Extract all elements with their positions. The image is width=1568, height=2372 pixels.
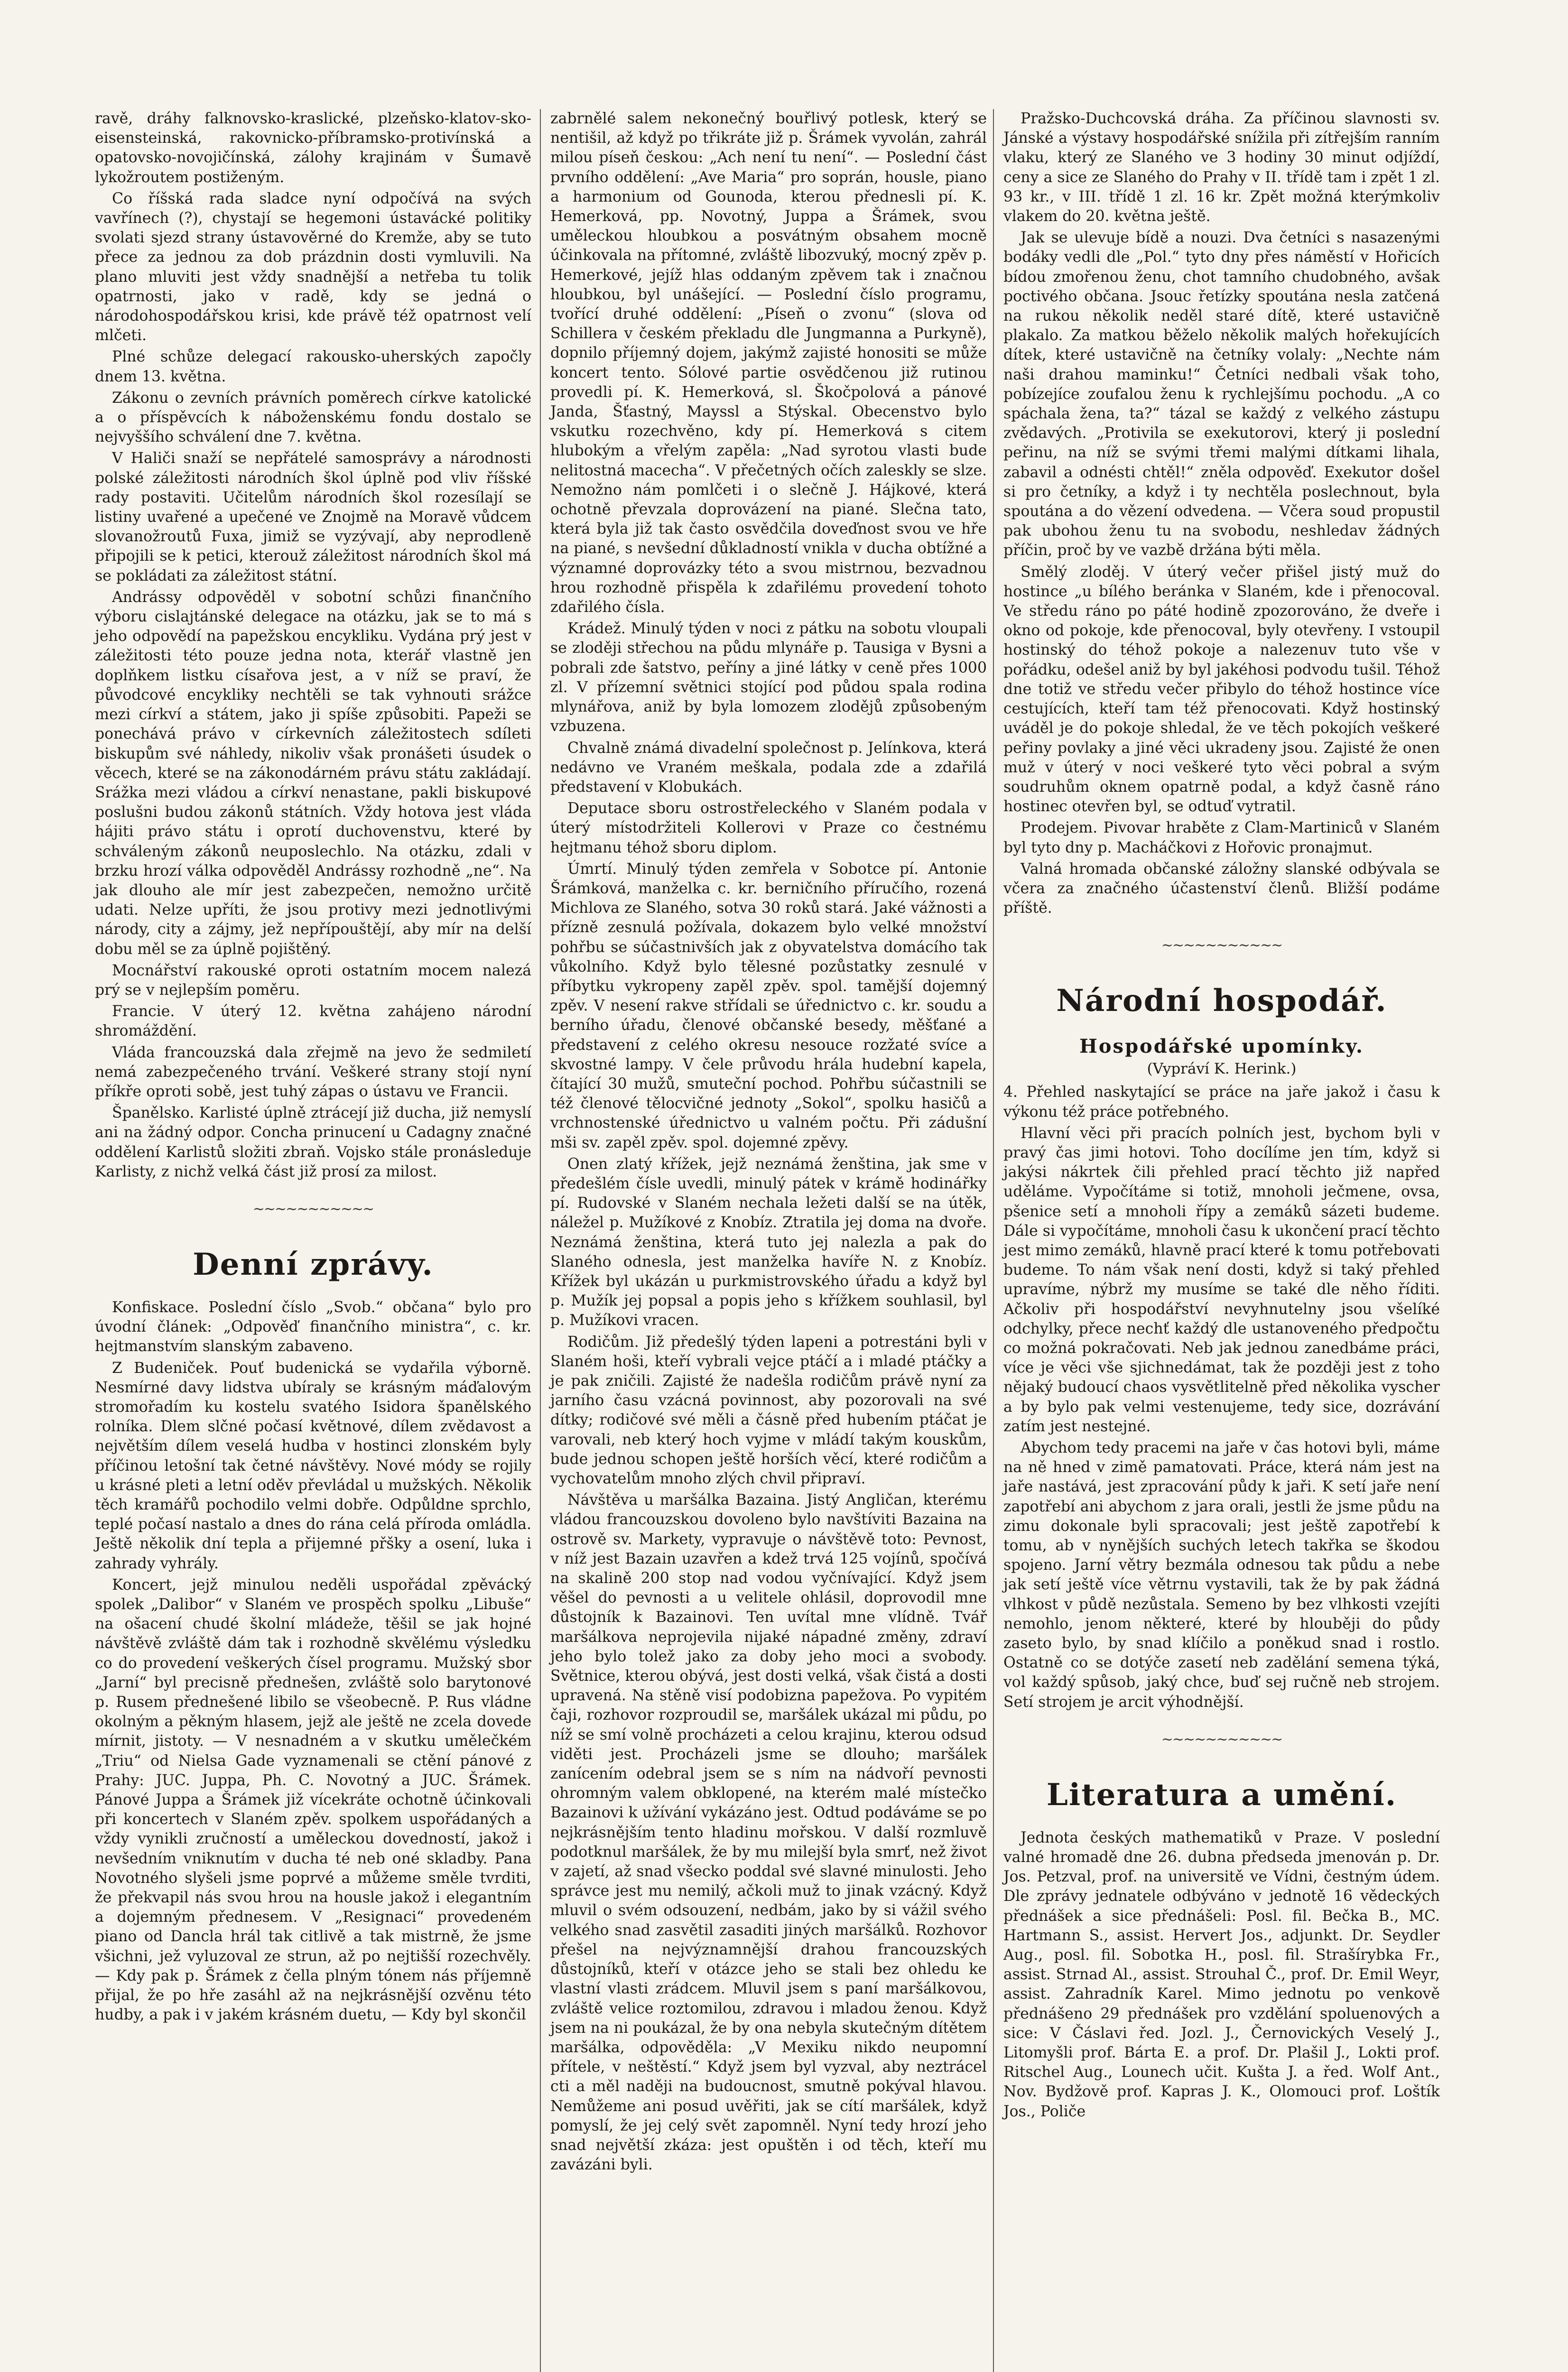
- section-heading-daily-news: Denní zprávy.: [193, 1246, 434, 1282]
- column-divider-left: [540, 109, 541, 2372]
- politics-paragraph: Andrássy odpověděl v sobotní schůzi finančního výboru cislajtánské delegace na otázku, jak se to má s jeho odpovědí na papežskou encykliku. Vydána prý jest v záležitosti této pouze jedna nota, kterář vlastně jen doplňkem listku císařova jest, a v níž se praví, že původcové encykliky nechtěli se tak vyhnouti srážce mezi církví a státem, jako ji spíše způsobiti. Papeži se ponechává právo v církevních záležitostech sdíleti biskupům své náhledy, nikoliv však pronášeti úsudek o věcech, které se na zákonodárném právu státu zakládají. Srážka mezi vládou a církví nenastane, pakli biskupové poslušni budou zákonů státních. Vždy hotova jest vláda hájiti právo státu i oprotí duchovenstvu, které by schváleným zákonů neuposlechlo. Na otázku, zdali v brzku hrozí válka odpověděl Andrássy rozhodně „ne“. Na jak dlouho ale mír jest zabezpečen, nemožno určitě udati. Nelze upříti, že jsou protivy mezi jednotlivými národy, city a zájmy, jež nepřípouštějí, aby mír na delší dobu měl se za úplně pojištěný.: [95, 588, 531, 958]
- news-item: Onen zlatý křížek, jejž neznámá ženština, jak sme v předešlém čísle uvedli, minulý pátek v krámě hodinářky pí. Rudovské v Slaném nechala ležeti další se na útěk, náležel p. Mužíkové z Knobíz. Ztratila jej doma na dvoře. Neznámá ženština, která tuto jej nalezla a pak do Slaného odnesla, jest manželka havíře N. z Knobíz. Křížek byl ukázán u purkmistrovského úřadu a když byl p. Mužík jej popsal a popis jeho s křížkem souhlasil, byl p. Mužíkovi vracen.: [550, 1155, 987, 1329]
- news-item: Úmrtí. Minulý týden zemřela v Sobotce pí. Antonie Šrámková, manželka c. kr. berničního příručího, rozená Michlova ze Slaného, sotva 30 roků stará. Jaké vážnosti a přízně zesnulá požívala, dokazem bylo velké množství pohřbu se súčastnivších jak z obyvatelstva domácího tak vůkolního. Když bylo tělesné pozůstatky zesnulé v příbytku vykropeny zapěl zpěv. spol. tamější dojemný zpěv. V nesení rakve střídali se úřednictvo c. kr. soudu a berního úřadu, členové občanské besedy, měšťané a představení z celého okresu nesouce rozžaté svíce a skvostné lampy. V čele průvodu hrála hudební kapela, čítající 30 mužů, smuteční pochod. Pohřbu súčastnili se též členové tělocvičné jednoty „Sokol“, spolku hasičů a vrchnostenské úřednictvo u valném počtu. Při zádušní mši sv. zapěl zpěv. spol. dojemné zpěvy.: [550, 860, 987, 1151]
- news-item: Rodičům. Již předešlý týden lapeni a potrestáni byli v Slaném hoši, kteří vybrali vejce ptáčí a i mladé ptáčky a je pak zničili. Zajisté že nadešla rodičům právě nyní za jarního času vzácná povinnost, aby pozorovali na své dítky; rodičové své měli a čásně před hubením ptáčat je varovali, neb který hoch vyjme v mládí takým kouskům, bude jednou schopen ještě horších věcí, které rodičům a vychovatelům mnoho zlých chvil připraví.: [550, 1333, 987, 1488]
- news-item: Návštěva u maršálka Bazaina. Jistý Angličan, kterému vládou francouzskou dovoleno bylo navštíviti Bazaina na ostrově sv. Markety, vypravuje o návštěvě toto: Pevnost, v níž jest Bazain uzavřen a kdež trvá 125 vojínů, spočívá na skalině 200 stop nad vodou vyčnívající. Když jsem věšel do pevnosti a u velitele ohlásil, doprovodil mne důstojník k Bazainovi. Ten uvítal mne vlídně. Tvář maršálkova neprojevila nijaké nápadné změny, zdraví jeho bylo tolež jako za doby jeho moci a svobody. Světnice, kterou obývá, jest dosti velká, však čistá a dosti upravená. Na stěně visí podobizna papežova. Po vypitém čaji, rozhovor rozproudil se, maršálek ukázal mi půdu, po níž se smí volně procházeti a celou krajinu, kterou odsud viděti jest. Procházeli jsme se dlouho; maršálek zanícením odebral jsem se s ním na nádvoří pevnosti ohromným valem obklopené, na kterém malé místečko Bazainovi k užívání vykázáno jest. Odtud podáváme se po nejkrásnějším tento hladinu mořskou. V další rozmluvě podotknul maršálek, že by mu milejší byla smrť, než život v zajetí, až snad všecko poddal své slavné minulosti. Jeho správce jest mu nemilý, ačkoli muž to jinak vzácný. Když mluvil o svém odsouzení, nedbám, jako by si vážil svého velkého snad zasvětil zasaditi jiných maršálků. Rozhovor přešel na nejvýznamnější drahou francouzských důstojníků, kteří v otázce jeho se stali bez ohledu ke vlastní vlasti zrádcem. Mluvil jsem s paní maršálkovou, zvláště velice roztomilou, zdravou i mladou ženou. Když jsem na ni poukázal, že by ona nebyla skutečným dítětem maršálka, odpověděla: „V Mexiku nikdo neupomní přítele, v neštěstí.“ Když jsem byl vyzval, aby neztrácel cti a měl naději na budoucnost, smutně pokýval hlavou. Nemůžeme ani posud uvěřiti, jak se cítí maršálek, když pomyslí, že jej celý svět zapomněl. Nyní tedy hrozí jeho snad největší zkáza: jest opuštěn i od těch, kteří mu zavázáni byli.: [550, 1492, 987, 2174]
- section-heading-literature: Literatura a umění.: [1046, 1777, 1397, 1813]
- numbered-item: 4. Přehled naskytající se práce na jaře jakož i času k výkonu též práce potřebného.: [1003, 1084, 1440, 1121]
- politics-paragraph: Vláda francouzská dala zřejmě na jevo že sedmiletí nemá zabezpečeného trvání. Veškeré strany stojí nyní příkře oproti sobě, jest tuhý zápas o ústavu ve Francii.: [95, 1044, 531, 1100]
- news-item: Pražsko-Duchcovská dráha. Za příčinou slavnosti sv. Jánské a výstavy hospodářské snížila při zítřejším ranním vlaku, který ze Slaného ve 3 hodiny 30 minut odjíždí, ceny a sice ze Slaného do Prahy v II. třídě tam i zpět 1 zl. 93 kr., v III. třídě 1 zl. 16 kr. Zpět možná kterýmkoliv vlakem do 20. května ještě.: [1003, 110, 1440, 225]
- economy-paragraph: Hlavní věci při pracích polních jest, bychom byli v pravý čas jimi hotovi. Toho docílíme jen tím, když si jakýsi nákrtek čili přehled prací těchto již napřed uděláme. Vypočítáme si totiž, mnoholi ječmene, ovsa, pšenice setí a mnoholi řípy a zemáků sázeti budeme. Dále si vypočítáme, mnoholi času k ukončení prací těchto jest mimo zemáků, hlavně prací které k tomu potřebovati budeme. To nám však není dosti, když si taký přehled upravíme, nýbrž my musíme se také dle něho říditi. Ačkoliv při hospodářství nevyhnutelny jsou všelíké odchylky, přece nechť každý dle ustanoveného předpočtu co možná pokračovati. Neb jak jednou zanedbáme práci, více je věci vše sjichnedámat, tak že později jest z toho nějaký budoucí chaos vysvětlitelně před několika vyscher a by bylo pak velmi vestenujeme, tedy sice, dozrávání zatím jest nestejné.: [1003, 1124, 1440, 1435]
- column-divider-right: [993, 109, 994, 2372]
- politics-paragraph: ravě, dráhy falknovsko-kraslické, plzeňsko-klatov-sko-eisensteinská, rakovnicko-příbramsko-protivínská a opatovsko-novojičínská, zálohy krajinám v Šumavě lykožroutem postiženým.: [95, 110, 531, 186]
- politics-paragraph: Plné schůze delegací rakousko-uherských započly dnem 13. května.: [95, 348, 531, 385]
- news-item: Konfiskace. Poslední číslo „Svob.“ občana“ bylo pro úvodní článek: „Odpověď finančního ministra“, c. kr. hejtmanstvím slanským zabaveno.: [95, 1298, 531, 1355]
- politics-paragraph: Mocnářství rakouské oproti ostatním mocem nalezá prý se v nejlepším poměru.: [95, 962, 531, 999]
- ornament-divider: ~~~~~~~~~~~: [252, 1200, 374, 1217]
- ornament-divider: ~~~~~~~~~~~: [1161, 937, 1282, 954]
- middle-column: [550, 109, 987, 2177]
- left-column: [95, 109, 531, 2027]
- literature-paragraph: Jednota českých mathematiků v Praze. V poslední valné hromadě dne 26. dubna předseda jmenován p. Dr. Jos. Petzval, prof. na universitě ve Vídni, čestným údem. Dle zprávy jednatele odbýváno v jednotě 16 vědeckých přednášek a sice přednášeli: Posl. fil. Bečka B., MC. Hartmann S., assist. Hervert Jos., adjunkt. Dr. Seydler Aug., posl. fil. Sobotka H., posl. fil. Strašírybka Fr., assist. Strnad Al., assist. Strouhal Č., prof. Dr. Emil Weyr, assist. Zahradník Karel. Mimo jednotu po venkově přednášeno 29 přednášek pro vzdělání spoluenových a sice: V Čáslavi řed. Jozl. J., Černovických Veselý J., Litomyšli prof. Bárta E. a prof. Dr. Plašil J., Lokti prof. Ritschel Aug., Lounech učit. Kušta J. a řed. Wolf Ant., Nov. Bydžově prof. Kapras J. K., Olomouci prof. Loštík Jos., Poliče: [1003, 1829, 1440, 2120]
- sub-heading-farming-notes: Hospodářské upomínky.: [1079, 1035, 1364, 1058]
- news-item: Prodejem. Pivovar hraběte z Clam-Martiniců v Slaném byl tyto dny p. Macháčkovi z Hořovic pronajmut.: [1003, 819, 1440, 856]
- news-item: Koncert, jejž minulou neděli uspořádal zpěvácký spolek „Dalibor“ v Slaném ve prospěch spolku „Libuše“ na ošacení chudé školní mládeže, těšil se jak hojné návštěvě zvláště dám tak i rozhodně skvělému výsledku co do provedení veškerých čísel programu. Mužský sbor „Jarní“ byl precisně přednešen, zvláště solo barytonové p. Rusem přednešené libilo se všeobecně. P. Rus vládne okolným a pěkným hlasem, jejž ale ještě ne zcela dovede mírnit, jistoty. — V nesnadném a v skutku umělečkém „Triu“ od Nielsa Gade vyznamenali se ctění pánové z Prahy: JUC. Juppa, Ph. C. Novotný a JUC. Šrámek. Pánové Juppa a Šrámek již vícekráte ochotně účinkovali při koncertech v Slaném zpěv. spolkem uspořádaných a vždy vynikli zručností a uměleckou dovedností, jakož i nevšedním vniknutím v ducha té neb oné skladby. Pana Novotného slyšeli jsme poprvé a můžeme směle tvrditi, že překvapil nás svou hrou na housle jakož i elegantním a dojemným přednesem. V „Resignaci“ provedeném piano od Dancla hrál tak citlivě a tak mistrně, že jsme všichni, jež vyluzoval ze strun, až po nejtišší rozechvěly. — Kdy pak p. Šrámek z čella plným tónem nás příjemně přijal, že po hře zasáhl až na nejkrásnější ozvěnu této hudby, a pak i v jakém krásném duetu, — Kdy byl skončil: [95, 1576, 531, 2024]
- news-item: Valná hromada občanské záložny slanské odbývala se včera za značného účastenství členů. Bližší podáme příště.: [1003, 860, 1440, 917]
- section-heading-national-economy: Národní hospodář.: [1056, 983, 1387, 1019]
- news-item: Krádež. Minulý týden v noci z pátku na sobotu vloupali se zloději střechou na půdu mlynáře p. Tausiga v Bysni a pobrali zde šatstvo, peříny a jiné látky v ceně přes 1000 zl. V přízemní světnici stojící pod půdou spala rodina mlynářova, aniž by byla lomozem zlodějů způsobeným vzbuzena.: [550, 620, 987, 735]
- ornament-divider: ~~~~~~~~~~~: [1161, 1731, 1282, 1748]
- politics-paragraph: Co říšská rada sladce nyní odpočívá na svých vavřínech (?), chystají se hegemoni ústavácké politiky svolati sjezd strany ústavověrné do Kremže, aby se tuto přece za jednou za dob prázdnin dosti vymluvili. Na plano mluviti jest vždy snadnější a netřeba tu tolik opatrnosti, jako v radě, kdy se jedná o národohospodářskou krisi, kde právě též opatrnost velí mlčeti.: [95, 190, 531, 344]
- byline: (Vypráví K. Herink.): [1147, 1060, 1297, 1078]
- politics-paragraph: V Haliči snaží se nepřátelé samosprávy a národnosti polské záležitosti národních škol úplně pod vliv říšské rady postaviti. Učitelům národních škol rozesílají se listiny uvařené a upečené ve Znojmě na Moravě vůdcem slovanožroutů Fuxa, jimiž se vyzývají, aby neprodleně připojili se k petici, kterouž záležitost národních škol má se pokládati za záležitost státní.: [95, 450, 531, 584]
- politics-paragraph: Zákonu o zevních právních poměrech církve katolické a o příspěvcích k náboženskému fondu dostalo se nejvyššího schválení dne 7. května.: [95, 389, 531, 446]
- economy-paragraph: Abychom tedy pracemi na jaře v čas hotovi byli, máme na ně hned v zimě pamatovati. Práce, která nám jest na jaře nastává, jest zpracování půdy k jaři. K setí jaře není zapotřebí ani abychom z jara orali, jestli že jsme půdu na zimu dokonale byli spracovali; jest ještě zapotřebí k tomu, ab v nynějších suchých letech takřka se škodou spojeno. Jarní větry bezmála odnesou tak půdu a nebe jak setí ještě více větrnu vystavili, tak že by pak žádná vlhkost v půdě nezůstala. Semeno by bez vlhkosti vzejíti nemohlo, jenom některé, které by hlouběji do půdy zaseto bylo, by snad klíčilo a poněkud snad i rostlo. Ostatně co se dotýče zasetí neb zadělání semena týká, vol každý spůsob, jaký chce, buď sej ručně neb strojem. Setí strojem je arcit výhodnější.: [1003, 1439, 1440, 1711]
- news-item: Chvalně známá divadelní společnost p. Jelínkova, která nedávno ve Vraném meškala, podala zde a zdařilá představení v Klobukách.: [550, 739, 987, 796]
- news-item: Z Budeniček. Pouť budenická se vydařila výborně. Nesmírné davy lidstva ubíraly se krásným máďalovým stromořadím ku kostelu svatého Isidora španělského rolníka. Dlem slčné počasí květnové, dílem zvědavost a největším dílem veselá hudba v hostinci zlonském byly příčinou letošní tak četné návštěvy. Nové módy se rojily u krásné pleti a letní oděv převládal u mužských. Několik těch kramářů pochodilo velmi dobře. Odpůldne sprchlo, teplé počasí nastalo a dnes do rána celá příroda omládla. Ještě několik dní tepla a přijemné přšky a osení, luka i zahrady vyhrály.: [95, 1359, 531, 1572]
- politics-paragraph: Španělsko. Karlisté úplně ztrácejí již ducha, již nemyslí ani na žádný odpor. Concha prinucení u Cadagny značné oddělení Karlistů složiti zbraň. Vojsko stále pronásleduje Karlisty, z nichž velká část již prosí za milost.: [95, 1104, 531, 1180]
- news-item: Smělý zloděj. V úterý večer přišel jistý muž do hostince „u bílého beránka v Slaném, kde i přenocoval. Ve středu ráno po páté hodině zpozorováno, že dveře i okno od pokoje, kde přenocoval, byly otevřeny. I vstoupil hostinský do téhož pokoje a nalezenuv tuto vše v pořádku, odešel aniž by byl jakéhosi podvodu tušil. Téhož dne totiž ve středu večer přibylo do téhož hostince více cestujících, kteří tam též přenocovati. Když hostinský uváděl je do pokoje shledal, že ve těch pokojích veškeré peřiny povlaky a jiné věci ukradeny jsou. Zajisté že onen muž v úterý v noci veškeré tyto věci pobral a svým soudruhům oknem opatrně podal, a když časně ráno hostinec otevřen byl, se odtuď vytratil.: [1003, 563, 1440, 815]
- news-item: Deputace sboru ostrostřeleckého v Slaném podala v úterý místodržiteli Kollerovi v Praze co čestnému hejtmanu téhož sboru diplom.: [550, 800, 987, 856]
- news-item: zabrnělé salem nekonečný bouřlivý potlesk, který se nentišil, až když po třikráte již p. Šrámek vyvolán, zahrál milou píseň českou: „Ach není tu není“. — Poslední část prvního oddělení: „Ave Maria“ pro soprán, housle, piano a harmonium od Gounoda, kterou přednesli pí. K. Hemerková, pp. Novotný, Juppa a Šrámek, svou uměleckou hloubkou a posvátným obsahem mocně účinkovala na přítomné, zvláště libozvuký, mocný zpěv p. Hemerkové, jejíž hlas oddaným zpěvem tak i značnou hloubkou, byl unášející. — Poslední číslo programu, tvořící druhé oddělení: „Píseň o zvonu“ (slova od Schillera v českém překladu dle Jungmanna a Purkyně), dopnilo příjemný dojem, jakýmž zajisté honositi se může koncert tento. Sólové partie osvědčenou již rutinou provedli pí. K. Hemerková, sl. Škočpolová a pánové Janda, Šťastný, Mayssl a Stýskal. Obecenstvo bylo vskutku rozechvěno, kdy pí. Hemerková s citem hlubokým a vřelým zapěla: „Nad syrotou vlasti bude nelitostná macecha“. V přečetných očích zaleskly se slze. Nemožno nám pomlčeti i o slečně J. Hájkové, která ochotně převzala doprovázení na piané. Slečna tato, která byla již tak často osvědčila doveďnost svou ve hře na piané, s nevšední důkladností vnikla v ducha obtížné a významné doprovázky této a svou mistrnou, bezvadnou hrou rozhodně přispěla k zdařilému provedení tohoto zdařilého čísla.: [550, 110, 987, 616]
- right-column: [1003, 109, 1440, 2123]
- politics-paragraph: Francie. V úterý 12. května zahájeno národní shromáždění.: [95, 1003, 531, 1040]
- news-item: Jak se ulevuje bídě a nouzi. Dva četníci s nasazenými bodáky vedli dle „Pol.“ tyto dny přes náměstí v Hořicích bídou zmořenou ženu, chot tamního chudobného, avšak poctivého občana. Jsouc řetízky spoutána nesla zatčená na rukou několik neděl staré dítě, které ustavičně plakalo. Za matkou běželo několik malých hořekujících dítek, které ustavičně na četníky volaly: „Nechte nám naši drahou maminku!“ Četníci nedbali však toho, pobízejíce zoufalou ženu k rychlejšímu pochodu. „A co spáchala žena, ta?“ tázal se každý z velkého zástupu zvědavých. „Protivila se exekutorovi, který ji poslední peřinu, na níž se svými třemi malými dítkami lihala, zabavil a odnésti chtěl!“ zněla odpověď. Exekutor došel si pro četníky, a když i ty nechtěla poslechnout, byla spoutána a do vězení odvedena. — Včera soud propustil pak ubohou ženu tu na svobodu, neshledav žádných příčin, proč by ve vazbě držána býti měla.: [1003, 229, 1440, 559]
